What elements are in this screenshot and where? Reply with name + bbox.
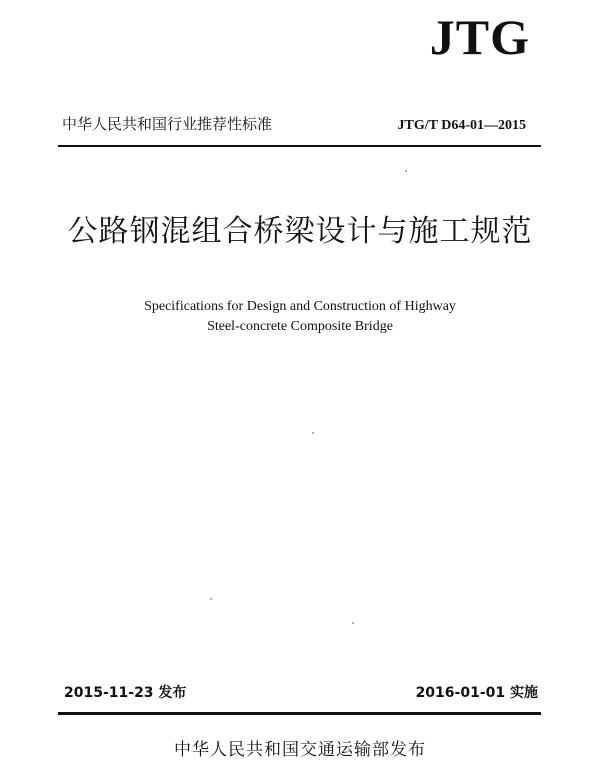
scan-speck [352,622,354,624]
jtg-logo: JTG [429,9,530,65]
scan-speck [312,432,314,434]
top-divider [58,145,541,147]
scan-speck [210,598,212,600]
english-title-line-2: Steel-concrete Composite Bridge [207,319,393,334]
bottom-divider [58,712,541,715]
page-title: 公路钢混组合桥梁设计与施工规范 [67,214,533,249]
english-title [0,297,600,337]
standard-category: 中华人民共和国行业推荐性标准 [62,115,273,133]
standard-code: JTG/T D64-01—2015 [397,118,526,133]
effective-date: 2016-01-01 实施 [415,685,538,701]
publisher: 中华人民共和国交通运输部发布 [174,740,426,760]
issue-date: 2015-11-23 发布 [64,685,187,701]
scan-speck [405,170,407,172]
english-title-line-1: Specifications for Design and Construction of Highway [144,299,456,314]
